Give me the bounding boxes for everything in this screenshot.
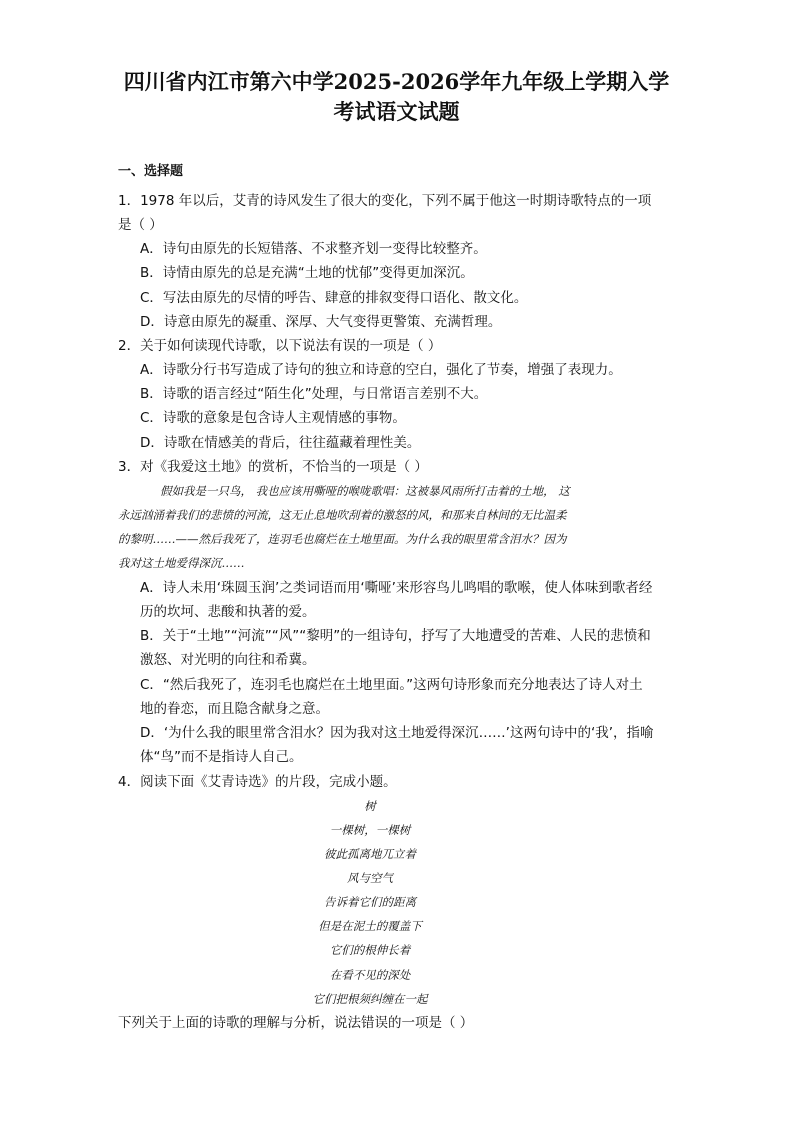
q2-option-c: C．诗歌的意象是包含诗人主观情感的事物。 [140, 410, 406, 426]
q1-option-c: C．写法由原先的尽情的呼告、肆意的排叙变得口语化、散文化。 [140, 290, 528, 306]
section-heading: 一、选择题 [118, 164, 184, 179]
q2-option-b: B．诗歌的语言经过“陌生化”处理，与日常语言差别不大。 [140, 386, 488, 402]
doc-title-line2: 考试语文试题 [333, 99, 460, 124]
q2-option-d: D．诗歌在情感美的背后，往往蕴藏着理性美。 [140, 435, 421, 451]
q3-poem-line4: 我对这土地爱得深沉…… [118, 556, 245, 570]
q3-poem-line2: 永远汹涌着我们的悲愤的河流，这无止息地吹刮着的激怒的风，和那来自林间的无比温柔 [118, 508, 567, 522]
q4-stem: 4．阅读下面《艾青诗选》的片段，完成小题。 [118, 774, 397, 790]
poem-line: 一棵树，一棵树 [329, 823, 411, 837]
q1-stem-line1: 1．1978 年以后，艾青的诗风发生了很大的变化，下列不属于他这一时期诗歌特点的一项 [118, 193, 652, 209]
poem-line: 彼此孤离地兀立着 [324, 847, 416, 861]
q3-poem-line3: 的黎明……——然后我死了，连羽毛也腐烂在土地里面。为什么我的眼里常含泪水？因为 [118, 532, 567, 546]
poem-line: 告诉着它们的距离 [324, 895, 416, 909]
poem-title: 树 [364, 799, 376, 813]
q3-option-b-line2: 激怒、对光明的向往和希冀。 [140, 652, 316, 668]
q3-option-b-line1: B．关于“土地”“河流”“风”“黎明”的一组诗句，抒写了大地遭受的苦难、人民的悲愤和 [140, 628, 651, 644]
q3-stem: 3．对《我爱这土地》的赏析，不恰当的一项是（ ） [118, 459, 428, 475]
poem-line: 在看不见的深处 [329, 968, 411, 982]
q3-option-d-line1: D．‘为什么我的眼里常含泪水？因为我对这土地爱得深沉……’这两句诗中的‘我’，指喻 [140, 725, 654, 741]
q1-option-b: B．诗情由原先的总是充满“土地的忧郁”变得更加深沉。 [140, 265, 474, 281]
q1-option-d: D．诗意由原先的凝重、深厚、大气变得更警策、充满哲理。 [140, 314, 502, 330]
q1-stem-line2: 是（ ） [118, 217, 163, 233]
doc-title-line1: 四川省内江市第六中学2025-2026学年九年级上学期入学 [123, 69, 670, 94]
q3-option-a-line2: 历的坎坷、悲酸和执著的爱。 [140, 604, 316, 620]
q2-stem: 2．关于如何读现代诗歌，以下说法有误的一项是（ ） [118, 338, 442, 354]
q3-poem-line1: 假如我是一只鸟， 我也应该用嘶哑的喉咙歌唱：这被暴风雨所打击着的土地， 这 [160, 484, 570, 498]
q2-option-a: A．诗歌分行书写造成了诗句的独立和诗意的空白，强化了节奏，增强了表现力。 [140, 362, 622, 378]
q3-option-c-line1: C．“然后我死了，连羽毛也腐烂在土地里面。”这两句诗形象而充分地表达了诗人对土 [140, 677, 643, 693]
q1-option-a: A．诗句由原先的长短错落、不求整齐划一变得比较整齐。 [140, 241, 487, 257]
q4-sub-question: 下列关于上面的诗歌的理解与分析，说法错误的一项是（ ） [118, 1015, 474, 1031]
q3-option-c-line2: 地的眷恋，而且隐含献身之意。 [140, 701, 329, 717]
poem-line: 但是在泥土的覆盖下 [318, 919, 422, 933]
poem-line: 它们把根须纠缠在一起 [312, 992, 428, 1006]
poem-line: 它们的根伸长着 [329, 943, 411, 957]
q3-option-d-line2: 体“鸟”而不是指诗人自己。 [140, 749, 303, 765]
poem-line: 风与空气 [347, 871, 393, 885]
q3-option-a-line1: A．诗人未用‘珠圆玉润’之类词语而用‘嘶哑’来形容鸟儿鸣唱的歌喉，使人体味到歌者经 [140, 580, 653, 596]
